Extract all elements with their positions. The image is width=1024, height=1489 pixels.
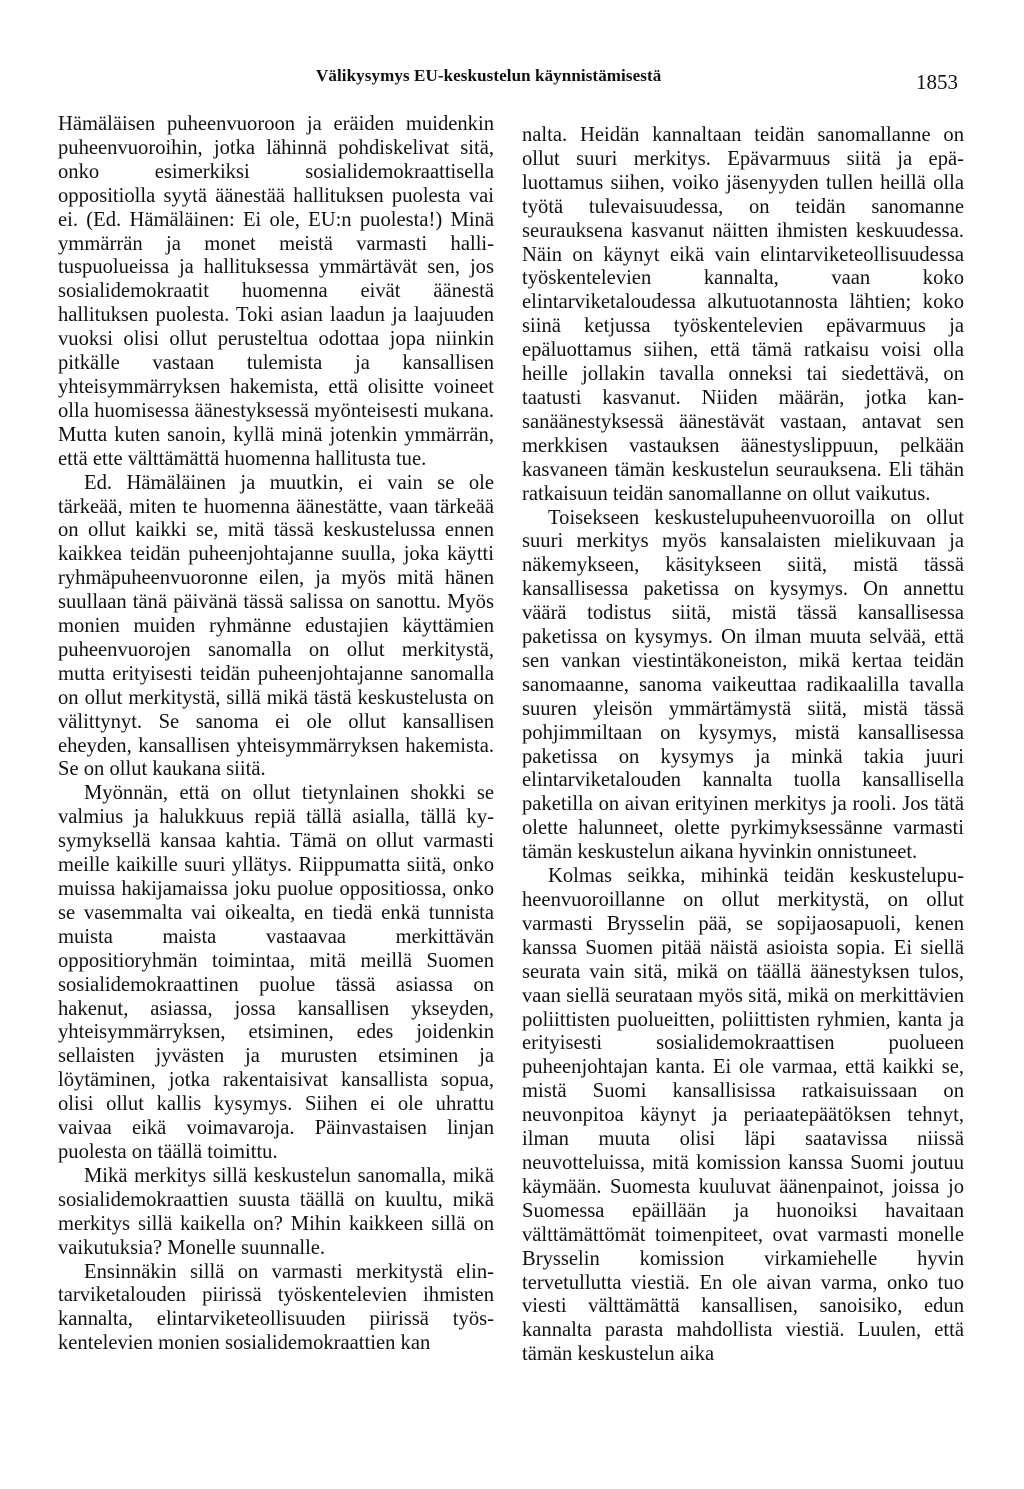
paragraph: Hämäläisen puheenvuoroon ja eräiden muidenkin puheenvuoroihin, jotka lähinnä pohdiskelivat sitä, onko esimerkiksi sosialidemokraattisella oppositiolla syytä äänestää hallituksen puolesta vai ei. (Ed. Hämäläinen: Ei ole, EU:n puolesta!) Minä ymmärrän ja monet meistä varmasti hallituspuolueissa ja hallituksessa ymmärtävät sen, jos sosialidemokraatit huomenna eivät äänestä hallituksen puolesta. Toki asian laadun ja laajuuden vuoksi olisi ollut perusteltua odottaa jopa niinkin pitkälle vastaan tulemista ja kansallisen yhteisymmärryksen hakemista, että olisitte voineet olla huomisessa äänestyksessä myönteisesti mukana. Mutta kuten sanoin, kyllä minä jotenkin ymmärrän, että ette välttämättä huomenna hallitusta tue.	[58, 113, 494, 470]
running-title: Välikysymys EU-keskustelun käynnistämisestä	[316, 66, 662, 85]
paragraph: Ed. Hämäläinen ja muutkin, ei vain se ole tärkeää, miten te huomenna äänestätte, vaan tärkeää on ollut kaikki se, mitä tässä keskustelussa ennen kaikkea teidän puheenjohtajanne suulla, joka käytti ryhmäpuheenvuoronne eilen, ja myös mitä hänen suullaan tänä päivänä tässä salissa on sanottu. Myös monien muiden ryhmänne edustajien käyttämien puheenvuorojen sanomalla on ollut merkitystä, mutta erityisesti teidän puheenjohtajanne sanomalla on ollut merkitystä, sillä mikä tästä keskustelusta on välittynyt. Se sanoma ei ole ollut kansallisen eheyden, kansallisen yhteisymmärryksen hakemista. Se on ollut kaukana siitä.	[58, 471, 494, 781]
paragraph: nalta. Heidän kannaltaan teidän sanomallanne on ollut suuri merkitys. Epävarmuus siitä ja epäluottamus siihen, voiko jäsenyyden tullen heillä olla työtä tulevaisuudessa, on teidän sanomanne seurauksena kasvanut näitten ihmisten keskuudessa. Näin on käynyt eikä vain elintarviketeollisuudessa työskentelevien kannalta, vaan koko elintarviketaloudessa alkutuotannosta lähtien; koko siinä ketjussa työskentelevien epävarmuus ja epäluottamus siihen, että tämä ratkaisu voisi olla heille jollakin tavalla onneksi tai siedettävä, on taatusti kasvanut. Niiden määrän, jotka kansanäänestyksessä äänestävät vastaan, antavat sen merkkisen vastauksen äänestyslippuun, pelkään kasvaneen tämän keskustelun seurauksena. Eli tähän ratkaisuun teidän sanomallanne on ollut vaikutus.	[522, 124, 964, 505]
paragraph: Mikä merkitys sillä keskustelun sanomalla, mikä sosialidemokraattien suusta täällä on kuultu, mikä merkitys sillä kaikella on? Mihin kaikkeen sillä on vaikutuksia? Monelle suunnalle.	[58, 1164, 494, 1259]
page-header	[0, 66, 1024, 96]
paragraph: Kolmas seikka, mihinkä teidän keskustelupuheenvuoroillanne on ollut merkitystä, on ollut varmasti Brysselin pää, se sopijaosapuoli, kenen kanssa Suomen pitää näistä asioista sopia. Ei siellä seurata vain sitä, mikä on täällä äänestyksen tulos, vaan siellä seurataan myös sitä, mikä on merkittävien poliittisten puolueitten, poliittisten ryhmien, kanta ja erityisesti sosialidemokraattisen puolueen puheenjohtajan kanta. Ei ole varmaa, että kaikki se, mistä Suomi kansallisissa ratkaisuissaan on neuvonpitoa käynyt ja periaatepäätöksen tehnyt, ilman muuta olisi läpi saatavissa niissä neuvotteluissa, mitä komission kanssa Suomi joutuu käymään. Suomesta kuuluvat äänenpainot, joissa jo Suomessa epäillään ja huonoiksi havaitaan välttämättömät toimenpiteet, ovat varmasti monelle Brysselin komission virkamiehelle hyvin tervetullutta viestiä. En ole aivan varma, onko tuo viesti välttämättä kansallisen, sanoisiko, edun kannalta parasta mahdollista viestiä. Luulen, että tämän keskustelun aika	[522, 865, 964, 1366]
paragraph: Ensinnäkin sillä on varmasti merkitystä elintarviketalouden piirissä työskentelevien ihmisten kannalta, elintarviketeollisuuden piirissä työskentelevien monien sosialidemokraattien kan	[58, 1260, 494, 1355]
paragraph: Myönnän, että on ollut tietynlainen shokki se valmius ja halukkuus repiä tällä asialla, tällä kysymyksellä kansaa kahtia. Tämä on ollut varmasti meille kaikille suuri yllätys. Riippumatta siitä, onko muissa hakijamaissa joku puolue oppositiossa, onko se vasemmalta vai oikealta, en tiedä enkä tunnista muista maista vastaavaa merkittävän oppositioryhmän toimintaa, mitä meillä Suomen sosialidemokraattinen puolue tässä asiassa on hakenut, asiassa, jossa kansallisen ykseyden, yhteisymmärryksen, etsiminen, edes joidenkin sellaisten jyvästen ja murusten etsiminen ja löytäminen, jotka rakentaisivat kansallista sopua, olisi ollut kallis kysymys. Siihen ei ole uhrattu vaivaa eikä voimavaroja. Päinvastaisen linjan puolesta on täällä toimittu.	[58, 782, 494, 1163]
paragraph: Toisekseen keskustelupuheenvuoroilla on ollut suuri merkitys myös kansalaisten mielikuvaan ja näkemykseen, käsitykseen siitä, mistä tässä kansallisessa paketissa on kysymys. On annettu väärä todistus siitä, mistä tässä kansallisessa paketissa on kysymys. On ilman muuta selvää, että sen vankan viestintäkoneiston, mikä kertaa teidän sanomaanne, sanoma vaikeuttaa radikaalilla tavalla suuren yleisön ymmärtämystä siitä, mistä tässä pohjimmiltaan on kysymys, mistä kansallisessa paketissa on kysymys ja minkä takia juuri elintarviketalouden kannalta tuolla kansallisella paketilla on aivan erityinen merkitys ja rooli. Jos tätä olette halunneet, olette pyrkimyksessänne varmasti tämän keskustelun aikana hyvinkin onnistuneet.	[522, 506, 964, 864]
left-column	[58, 113, 494, 1478]
page-number: 1853	[916, 70, 958, 94]
right-column	[522, 124, 964, 1489]
